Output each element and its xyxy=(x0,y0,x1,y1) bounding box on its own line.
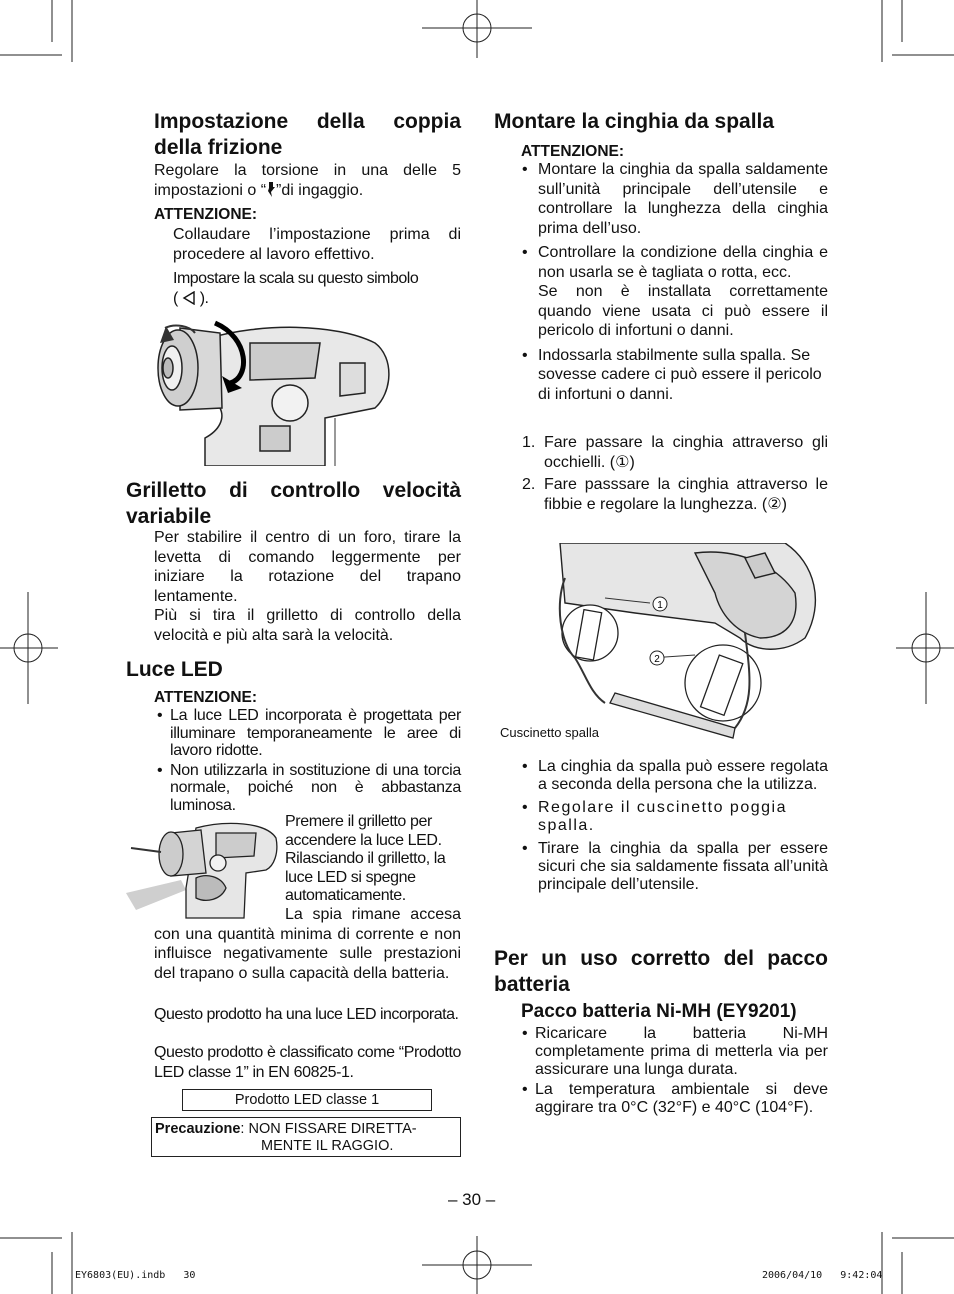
triangle-mark-icon xyxy=(182,291,196,305)
step-2: 2. Fare passsare la cinghia attraverso le fibbie e regolare la lunghezza. (②) xyxy=(522,476,828,513)
list-item: • La luce LED incorporata è progettata per illuminare temporaneamente le aree di lavoro ridotte. xyxy=(154,707,461,760)
fig-number-2: 2 xyxy=(654,654,660,665)
trigger-title: Grilletto di controllo velocità variabile xyxy=(126,479,461,528)
strap-bullets xyxy=(520,160,828,409)
shoulder-pad-label: Cuscinetto spalla xyxy=(500,725,599,740)
led-bullets xyxy=(154,707,461,816)
fig-number-1: 1 xyxy=(657,600,663,611)
strap-steps xyxy=(522,433,828,517)
trigger-p2: Più si tira il grilletto di controllo della velocità e più alta sarà la velocità. xyxy=(154,607,461,644)
led-title: Luce LED xyxy=(126,658,223,681)
list-item: • La temperatura ambientale si deve aggirare tra 0°C (32°F) e 40°C (104°F). xyxy=(519,1081,828,1117)
list-item: • Regolare il cuscinetto poggia spalla. xyxy=(520,799,828,835)
strap-title: Montare la cinghia da spalla xyxy=(494,110,775,133)
strap-attention: ATTENZIONE: xyxy=(521,143,625,160)
led-attention: ATTENZIONE: xyxy=(154,689,258,706)
led-side-text: Premere il grilletto per accendere la luce LED. Rilasciando il grilletto, la luce LED si spegne automaticamente. xyxy=(285,813,446,904)
led-class-box: Prodotto LED classe 1 xyxy=(182,1089,432,1111)
clutch-att-2: Impostare la scala su questo simbolo ( ). xyxy=(173,270,419,307)
strap-notes xyxy=(520,758,828,899)
list-item: • Controllare la condizione della cinghia e non usarla se è tagliata o rotta, ecc. Se non è installata correttamente quando viene usata ci può essere il pericolo di infortuni o danni. xyxy=(520,243,828,341)
list-item: • La cinghia da spalla può essere regolata a seconda della persona che la utilizza. xyxy=(520,758,828,794)
list-item: • Ricaricare la batteria Ni-MH completamente prima di metterla via per assicurare una lunga durata. xyxy=(519,1025,828,1079)
strap-illustration xyxy=(545,543,825,743)
led-p4: Questo prodotto ha una luce LED incorporata. xyxy=(154,1006,459,1023)
led-p3: La spia rimane accesa con una quantità minima di corrente e non influisce negativamente sulle prestazioni del trapano o sulla capacità della batteria. xyxy=(154,906,461,982)
list-item: • Tirare la cinghia da spalla per essere sicuri che sia saldamente fissata all’unità principale dell’utensile. xyxy=(520,840,828,894)
clutch-text: Regolare la torsione in una delle 5 impostazioni o “ ”di ingaggio. xyxy=(154,162,461,199)
step-1: 1. Fare passare la cinghia attraverso gli occhielli. (①) xyxy=(522,434,828,471)
list-item: • Montare la cinghia da spalla saldamente sull’unità principale dell’utensile e controllare la lunghezza della cinghia prima dell’uso. xyxy=(520,160,828,238)
battery-bullets xyxy=(519,1025,828,1119)
clutch-att-1: Collaudare l’impostazione prima di procedere al lavoro effettivo. xyxy=(173,226,461,263)
battery-subtitle: Pacco batteria Ni-MH (EY9201) xyxy=(521,1001,797,1022)
clutch-drill-illustration xyxy=(150,318,395,466)
trigger-p1: Per stabilire il centro di un foro, tirare la levetta di comando leggermente per iniziare la rotazione del trapano lentamente. xyxy=(154,529,461,605)
list-item: • Non utilizzarla in sostituzione di una torcia normale, poiché non è abbastanza luminosa. xyxy=(154,762,461,815)
clutch-attention: ATTENZIONE: xyxy=(154,206,258,223)
footer-file: EY6803(EU).indb 30 xyxy=(75,1270,196,1281)
footer-date: 2006/04/10 9:42:04 xyxy=(762,1270,883,1281)
caution-box: Precauzione: NON FISSARE DIRETTA- MENTE IL RAGGIO. xyxy=(151,1117,461,1157)
clutch-title: Impostazione della coppia della frizione xyxy=(154,110,461,159)
led-p5: Questo prodotto è classificato come “Prodotto LED classe 1” in EN 60825-1. xyxy=(154,1044,461,1081)
page-number: – 30 – xyxy=(448,1190,496,1209)
battery-title: Per un uso corretto del pacco batteria xyxy=(494,947,828,996)
drill-mode-icon xyxy=(266,182,276,197)
list-item: • Indossarla stabilmente sulla spalla. Se sovesse cadere ci può essere il pericolo di infortuni o danni. xyxy=(520,346,828,405)
